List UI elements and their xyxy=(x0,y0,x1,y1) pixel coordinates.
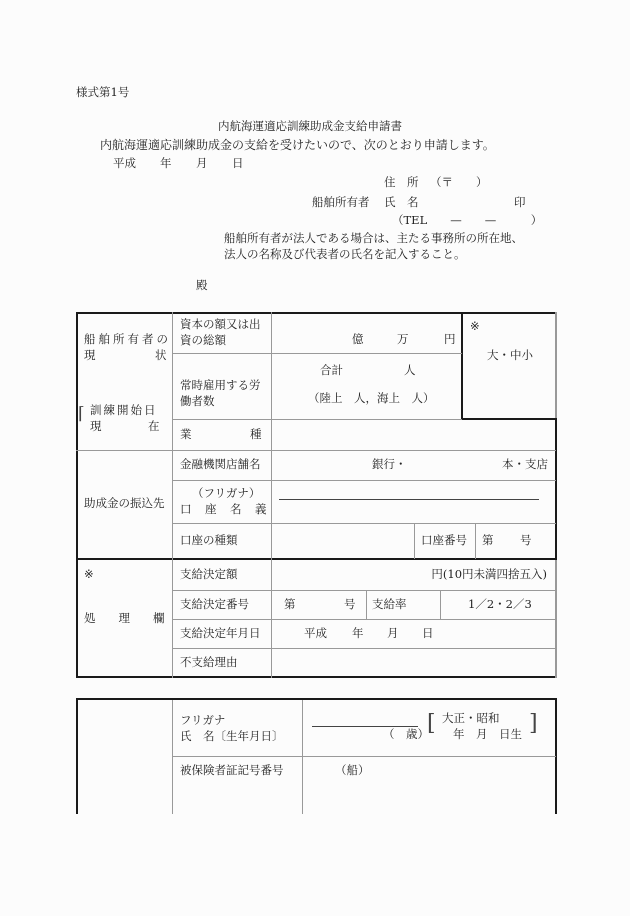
industry-label-b: 種 xyxy=(250,427,262,441)
decision-date-month: 月 xyxy=(387,626,399,640)
workers-unit: 人 xyxy=(404,363,416,377)
trainee-age: （ 歳） xyxy=(383,727,429,741)
decision-date-field[interactable] xyxy=(272,620,555,648)
tel-field[interactable]: （TEL — — ） xyxy=(392,213,543,227)
birth-date: 年 月 日生 xyxy=(453,727,522,741)
date-year: 年 xyxy=(160,156,172,170)
form-number: 様式第1号 xyxy=(76,85,130,99)
addressee-suffix: 殿 xyxy=(196,278,208,292)
postal-code-field[interactable]: （〒 ） xyxy=(430,175,488,189)
official-use-mark: ※ xyxy=(470,319,480,333)
capital-amount-field[interactable] xyxy=(272,314,461,353)
bank-suffix: 銀行・ xyxy=(372,457,407,471)
rate-label: 支給率 xyxy=(372,597,407,611)
training-start-label: 訓練開始日 xyxy=(90,403,158,417)
trainee-name-label: 氏 名〔生年月日〕 xyxy=(180,729,284,743)
corporate-note-1: 船舶所有者が法人である場合は、主たる事務所の所在地、 xyxy=(224,231,523,245)
bank-section-label: 助成金の振込先 xyxy=(84,496,165,510)
decision-number-prefix: 第 xyxy=(284,597,296,611)
date-month: 月 xyxy=(196,156,208,170)
left-bracket: ⌈ xyxy=(78,404,85,424)
workers-count-field[interactable] xyxy=(272,354,461,419)
account-number-suffix: 号 xyxy=(520,533,532,547)
kana-label: （フリガナ） xyxy=(192,486,261,500)
era-options[interactable]: 大正・昭和 xyxy=(442,711,500,725)
workers-label-2: 働者数 xyxy=(180,394,215,408)
branch-field[interactable] xyxy=(272,451,555,480)
account-number-label: 口座番号 xyxy=(421,533,467,547)
owner-status-label-2b: 状 xyxy=(155,348,167,362)
account-number-prefix: 第 xyxy=(482,533,494,547)
corporate-note-2: 法人の名称及び代表者の氏名を記入すること。 xyxy=(224,247,466,261)
insurance-number-field[interactable] xyxy=(303,757,555,814)
account-holder-label: 口 座 名 義 xyxy=(180,502,268,516)
name-label: 氏 名 xyxy=(384,195,419,209)
decision-number-field[interactable] xyxy=(272,591,366,619)
decision-date-era: 平成 xyxy=(304,626,327,640)
unit-oku: 億 xyxy=(352,332,364,346)
decision-date-year: 年 xyxy=(352,626,364,640)
right-bracket: ] xyxy=(529,711,538,736)
account-holder-field[interactable] xyxy=(272,481,555,523)
branch-type: 本・支店 xyxy=(502,457,548,471)
decision-amount-field[interactable] xyxy=(272,560,555,590)
workers-breakdown: （陸上 人，海上 人） xyxy=(308,391,435,405)
decision-date-day: 日 xyxy=(422,626,434,640)
amount-rounding-note: 円(10円未満四捨五入) xyxy=(431,567,547,581)
left-bracket: [ xyxy=(427,711,436,736)
owner-status-label-1: 船舶所有者の xyxy=(84,332,171,346)
industry-field[interactable] xyxy=(272,420,555,450)
decision-number-suffix: 号 xyxy=(344,597,356,611)
insurance-prefix: （船） xyxy=(335,763,370,777)
non-payment-reason-label: 不支給理由 xyxy=(180,655,238,669)
insurance-number-label: 被保険者証記号番号 xyxy=(180,763,284,777)
company-size-options[interactable]: 大・中小 xyxy=(487,348,533,362)
address-label: 住 所 xyxy=(384,175,419,189)
decision-number-label: 支給決定番号 xyxy=(180,597,249,611)
unit-yen: 円 xyxy=(444,332,456,346)
date-era: 平成 xyxy=(113,156,136,170)
capital-label-1: 資本の額又は出 xyxy=(180,317,261,331)
seal-mark: 印 xyxy=(514,195,526,209)
account-type-label: 口座の種類 xyxy=(180,533,238,547)
owner-status-label-2a: 現 xyxy=(84,348,96,362)
trainee-kana-label: フリガナ xyxy=(180,713,226,727)
processing-label: 処 理 欄 xyxy=(84,611,165,625)
unit-man: 万 xyxy=(397,332,409,346)
processing-mark: ※ xyxy=(84,567,94,581)
industry-label-a: 業 xyxy=(180,427,192,441)
workers-label-1: 常時雇用する労 xyxy=(180,378,261,392)
branch-label: 金融機関店舗名 xyxy=(180,457,261,471)
decision-date-label: 支給決定年月日 xyxy=(180,626,261,640)
as-of-label-a: 現 xyxy=(90,419,102,433)
account-number-field[interactable] xyxy=(476,524,555,558)
intro-text: 内航海運適応訓練助成金の支給を受けたいので、次のとおり申請します。 xyxy=(100,138,495,152)
account-type-field[interactable] xyxy=(272,524,414,558)
form-title: 内航海運適応訓練助成金支給申請書 xyxy=(218,119,402,133)
date-day: 日 xyxy=(232,156,244,170)
workers-total-label: 合計 xyxy=(320,363,343,377)
rate-options[interactable]: 1／2・2／3 xyxy=(468,597,532,611)
trainee-name-field[interactable] xyxy=(303,700,555,756)
decision-amount-label: 支給決定額 xyxy=(180,567,238,581)
owner-label: 船舶所有者 xyxy=(312,195,370,209)
capital-label-2: 資の総額 xyxy=(180,333,226,347)
non-payment-reason-field[interactable] xyxy=(272,649,555,676)
as-of-label-b: 在 xyxy=(148,419,160,433)
